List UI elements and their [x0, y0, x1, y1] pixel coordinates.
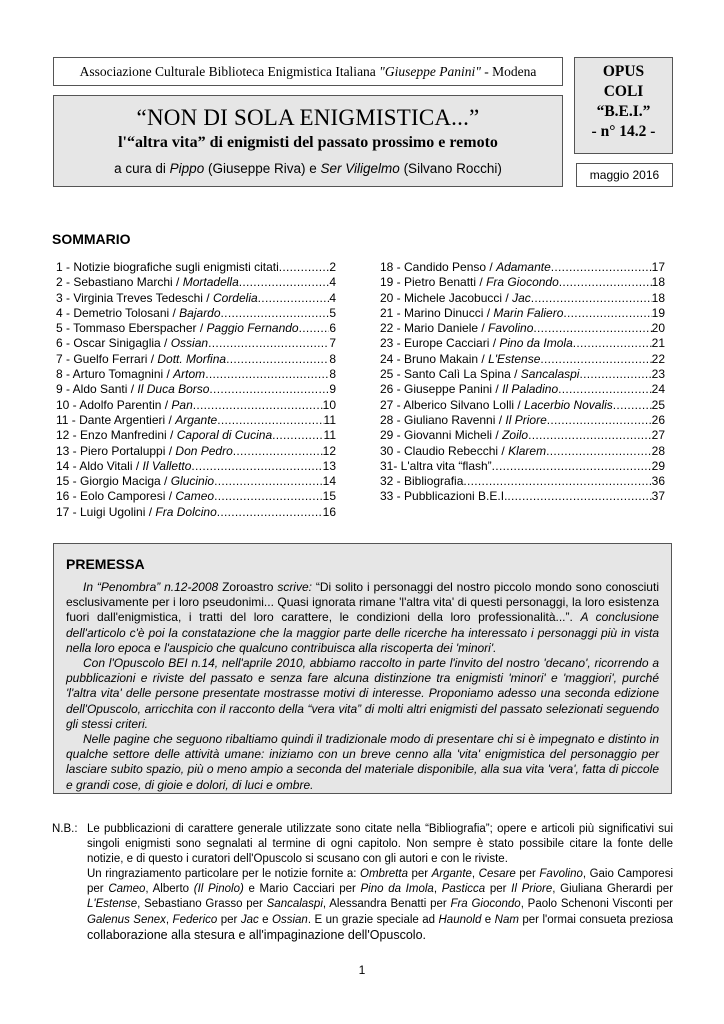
toc-entry-label [56, 444, 233, 459]
toc-entry-name: 16 - Eolo Camporesi / [56, 489, 176, 504]
toc-entry-alias: Pan [171, 397, 193, 412]
toc-entry-page: 22 [651, 351, 665, 366]
nb-p2-ll: collaborazione alla stesura e all'impaginazione dell'Opuscolo. [87, 927, 427, 942]
nb-p2-b: Ombretta [360, 868, 408, 881]
toc-entry-page: 5 [329, 305, 336, 320]
toc-entry [380, 444, 665, 459]
toc-entry-page: 18 [651, 290, 665, 305]
toc-entry-name: 25 - Santo Calì La Spina / [380, 367, 521, 382]
toc-entry-page: 27 [651, 428, 665, 443]
toc-leader-dots [531, 291, 652, 306]
toc-entry-page: 17 [651, 260, 665, 274]
toc-entry-page: 4 [329, 275, 336, 290]
toc-entry-label [380, 489, 507, 504]
toc-entry-page: 16 [322, 504, 336, 519]
toc-entry [380, 428, 665, 443]
nb-p2-s: , Giuliana Gherardi per [552, 883, 674, 896]
toc-entry-alias: Glucinio [170, 474, 215, 489]
nb-p2-g: per [515, 868, 540, 881]
nb-p2-ii: e [481, 913, 495, 926]
toc-entry-label [56, 474, 214, 489]
toc-entry-label [380, 398, 613, 413]
toc-entry-label [380, 321, 533, 336]
toc-entry-label [56, 336, 208, 351]
toc-entry-label [380, 275, 559, 290]
toc-entry [380, 367, 665, 382]
toc-entry-page: 8 [329, 367, 336, 382]
toc-entry-label [56, 428, 272, 443]
toc-entry-label [56, 413, 217, 428]
toc-leader-dots [463, 474, 651, 489]
toc-leader-dots [533, 321, 651, 336]
toc-entry-page: 8 [329, 351, 336, 366]
issue-date: maggio 2016 [589, 168, 660, 182]
nb-p2-q: per [485, 883, 512, 896]
premessa-p1-d: “Di solito i personaggi del nostro piccolo mondo sono conosciuti esclusivamente per i loro pseudonimi... Quasi ignorata rimane 'l'altra vita' di questi personaggi, la loro esistenza fuori dall'enigmistica, i tratti del loro carattere, le condizioni della loro professionalità...”. [66, 580, 659, 625]
toc-entry-name: 6 - Oscar Sinigaglia / [56, 336, 171, 351]
toc-entry-page: 25 [651, 397, 665, 412]
association-suffix: - Modena [480, 63, 537, 79]
page-title: “NON DI SOLA ENIGMISTICA...” [136, 105, 480, 130]
nb-p2-m: e Mario Cacciari per [243, 883, 361, 896]
toc-leader-dots [214, 474, 323, 489]
toc-entry-alias: Don Pedro [175, 443, 233, 458]
toc-entry-name: 20 - Michele Jacobucci / [380, 290, 513, 305]
nb-p2-c: per [407, 868, 432, 881]
toc-entry-alias: Marin Faliero [493, 305, 564, 320]
toc-entry-page: 26 [651, 412, 665, 427]
toc-entry-label [380, 444, 546, 459]
toc-entry-alias: Sancalaspi [520, 367, 580, 382]
toc-entry-name: 7 - Guelfo Ferrari / [56, 351, 158, 366]
nb-p2-v: Sancalaspi [266, 898, 323, 911]
nb-p2-kk: per l'ormai consueta preziosa [518, 913, 673, 926]
nb-p2-x: Fra Giocondo [450, 898, 521, 911]
toc-leader-dots [226, 352, 329, 367]
toc-right-column [380, 260, 665, 505]
toc-entry-name: 33 - Pubblicazioni B.E.I. [380, 489, 508, 504]
toc-entry-name: 17 - Luigi Ugolini / [56, 504, 156, 519]
toc-entry-alias: Il Valletto [142, 458, 192, 473]
nb-p2-h: Favolino [539, 868, 583, 881]
toc-entry-label [380, 474, 463, 489]
premessa-heading: PREMESSA [66, 556, 145, 572]
toc-leader-dots [214, 489, 323, 504]
toc-entry-page: 9 [329, 382, 336, 397]
toc-entry-alias: Paggio Fernando [206, 321, 299, 336]
premessa-p1-b: Zoroastro [218, 580, 278, 594]
toc-entry-label [56, 489, 214, 504]
toc-entry [56, 275, 336, 290]
toc-entry-alias: Ossian [170, 336, 209, 351]
toc-entry-label [56, 505, 217, 520]
premessa-paragraph-2 [66, 656, 659, 732]
premessa-p3: Nelle pagine che seguono ribaltiamo quindi il tradizionale modo di presentare chi si è impegnato e distinto in qualche settore delle attività umane: iniziamo con un breve cenno alla 'vita' enigmistica del personaggio per lasciare subito spazio, più o meno ampio a seconda del materiale disponibile, alla sua vita 'vera', fatta di piccole e grandi cose, di gioie e dolori, di luci e ombre. [66, 732, 659, 792]
toc-entry-name: 28 - Giuliano Ravenni / [380, 412, 506, 427]
toc-entry-alias: Bajardo [179, 305, 221, 320]
toc-entry-label [380, 352, 540, 367]
nb-p2-gg: . E un grazie speciale ad [307, 913, 439, 926]
nb-p2-r: Il Priore [511, 883, 553, 896]
toc-entry [56, 474, 336, 489]
toc-entry-alias: Adamante [496, 260, 551, 274]
nb-p2-ff: Ossian [272, 913, 308, 926]
toc-leader-dots [217, 413, 323, 428]
toc-entry-alias: Jac [512, 290, 531, 305]
toc-entry [380, 459, 665, 474]
toc-entry [380, 260, 665, 275]
toc-entry-alias: Cameo [175, 489, 215, 504]
toc-entry-name: 19 - Pietro Benatti / [380, 275, 487, 290]
nb-p2-ee: e [258, 913, 273, 926]
page-number: 1 [358, 963, 366, 977]
toc-entry-name: 31- L'altra vita “flash” [380, 458, 492, 473]
nb-p2-bb: Federico [172, 913, 218, 926]
toc-entry-alias: Dott. Morfina [157, 351, 227, 366]
toc-entry [56, 428, 336, 443]
toc-entry-alias: Pino da Imola [499, 336, 573, 351]
toc-entry-label [380, 367, 579, 382]
toc-entry-label [380, 382, 558, 397]
toc-entry-label [380, 260, 551, 275]
toc-entry [56, 367, 336, 382]
toc-entry [56, 505, 336, 520]
toc-entry-page: 4 [329, 290, 336, 305]
toc-entry [56, 352, 336, 367]
nb-p2-aa: , [165, 913, 173, 926]
toc-entry-name: 4 - Demetrio Tolosani / [56, 305, 180, 320]
premessa-paragraph-3 [66, 732, 659, 793]
toc-leader-dots [205, 367, 329, 382]
toc-entry [380, 352, 665, 367]
title-block [53, 95, 563, 187]
nb-p2-n: Pino da Imola [360, 883, 434, 896]
nb-p2-k: , Alberto [145, 883, 194, 896]
toc-entry-name: 24 - Bruno Makain / [380, 351, 489, 366]
toc-leader-dots [507, 489, 651, 504]
nb-p2-dd: Jac [240, 913, 259, 926]
toc-entry-alias: Mortadella [182, 275, 239, 290]
toc-entry-label [56, 459, 191, 474]
toc-leader-dots [209, 382, 329, 397]
toc-entry-page: 29 [651, 458, 665, 473]
toc-entry [380, 489, 665, 504]
toc-entry-name: 22 - Mario Daniele / [380, 321, 489, 336]
toc-entry-alias: L'Estense [488, 351, 541, 366]
opus-line-3: “B.E.I.” [596, 103, 651, 120]
toc-entry [56, 336, 336, 351]
premessa-p1-e: A conclusione dell'articolo c'è poi la constatazione che la maggior parte delle ricerche ha interessato i personaggi più in vista nella loro epoca e l'auspicio che qualcuno contribuisca alla riscoperta dei 'minori'. [66, 610, 659, 655]
toc-entry-page: 36 [651, 474, 665, 489]
toc-leader-dots [547, 413, 652, 428]
toc-entry-name: 11 - Dante Argentieri / [56, 412, 176, 427]
toc-leader-dots [193, 398, 323, 413]
curator1-alias: Pippo [169, 161, 205, 176]
toc-entry-name: 23 - Europe Cacciari / [380, 336, 500, 351]
premessa-p1-a: In “Penombra” n.12-2008 [83, 580, 219, 594]
toc-entry-alias: Lacerbio Novalis [524, 397, 613, 412]
curated-prefix: a cura di [114, 161, 170, 176]
toc-entry [380, 474, 665, 489]
toc-leader-dots [492, 459, 652, 474]
toc-entry-name: 2 - Sebastiano Marchi / [56, 275, 183, 290]
nb-p2-z: Galenus Senex [87, 913, 166, 926]
toc-entry-alias: Argante [175, 412, 218, 427]
toc-entry-alias: Artom [173, 367, 206, 382]
toc-entry-alias: Zoilo [502, 428, 529, 443]
toc-entry-label [380, 336, 573, 351]
toc-entry [380, 398, 665, 413]
page-subtitle: l'“altra vita” di enigmisti del passato prossimo e remoto [118, 134, 498, 151]
toc-entry-page: 6 [329, 321, 336, 336]
toc-entry-page: 21 [651, 336, 665, 351]
nb-p2-e: , [471, 868, 479, 881]
toc-entry-alias: Il Priore [505, 412, 547, 427]
toc-entry-label [380, 306, 563, 321]
toc-entry [56, 260, 336, 275]
curator2-alias: Ser Viligelmo [320, 161, 400, 176]
premessa-paragraph-1 [66, 580, 659, 656]
date-box [576, 163, 673, 187]
toc-leader-dots [573, 336, 652, 351]
toc-entry [380, 321, 665, 336]
toc-entry-label [380, 428, 528, 443]
toc-entry-alias: Klarem [508, 443, 547, 458]
nb-p2-o: , [433, 883, 442, 896]
toc-leader-dots [563, 306, 651, 321]
toc-entry [56, 382, 336, 397]
toc-entry-label [56, 321, 299, 336]
toc-entry-name: 32 - Bibliografia [380, 474, 464, 489]
toc-leader-dots [528, 428, 652, 443]
toc-entry [56, 444, 336, 459]
toc-entry-page: 18 [651, 275, 665, 290]
toc-entry-page: 7 [329, 336, 336, 351]
toc-entry-name: 8 - Arturo Tomagnini / [56, 367, 174, 382]
toc-entry [56, 291, 336, 306]
association-prefix: Associazione Culturale Biblioteca Enigmistica Italiana [79, 63, 380, 79]
opus-box [574, 57, 673, 154]
opus-line-1: OPUS [602, 63, 645, 80]
toc-entry-alias: Cordelia [212, 290, 258, 305]
toc-entry [56, 321, 336, 336]
premessa-p2: Con l'Opuscolo BEI n.14, nell'aprile 2010, abbiamo raccolto in parte l'invito del nostro 'decano', ricorrendo a pubblicazioni e riviste del passato e senza fare alcuna distinzione tra enigmisti 'minori' e 'maggiori', purché 'l'altra vita' delle persone presentate mostrasse motivi di interesse. Proponiamo adesso una seconda edizione dell'Opuscolo, arricchita con il racconto della “vera vita” di molti altri enigmisti del passato selezionati seguendo gli stessi criteri. [66, 656, 659, 731]
premessa-p1-c: scrive: [277, 580, 312, 594]
toc-entry-label [380, 291, 531, 306]
nb-p2-f: Cesare [478, 868, 516, 881]
toc-leader-dots [551, 260, 652, 275]
toc-entry-name: 5 - Tommaso Eberspacher / [56, 321, 207, 336]
toc-leader-dots [579, 367, 651, 382]
nb-p2-hh: Haunold [438, 913, 482, 926]
toc-entry [380, 306, 665, 321]
nb-p2-jj: Nam [494, 913, 519, 926]
toc-entry-name: 3 - Virginia Treves Tedeschi / [56, 290, 213, 305]
toc-leader-dots [191, 459, 322, 474]
toc-leader-dots [279, 260, 330, 275]
toc-entry-page: 14 [322, 474, 336, 489]
nb-p2-p: Pasticca [441, 883, 486, 896]
toc-entry-page: 37 [651, 489, 665, 504]
toc-entry-label [56, 275, 239, 290]
toc-entry-name: 27 - Alberico Silvano Lolli / [380, 397, 525, 412]
toc-entry-label [56, 291, 258, 306]
nb-paragraph-2 [87, 867, 673, 943]
opus-line-2: COLI [603, 83, 644, 100]
nb-p2-i: , Gaio Camporesi per [87, 868, 674, 896]
toc-entry-page: 15 [322, 489, 336, 504]
toc-leader-dots [217, 505, 323, 520]
toc-entry-page: 28 [651, 443, 665, 458]
toc-entry-page: 19 [651, 305, 665, 320]
nb-p2-d: Argante [431, 868, 472, 881]
toc-entry [380, 336, 665, 351]
toc-entry-name: 1 - Notizie biografiche sugli enigmisti citati [56, 260, 279, 274]
nb-text [87, 822, 673, 944]
toc-entry-name: 18 - Candido Penso / [380, 260, 497, 274]
opus-line-4: - n° 14.2 - [591, 123, 656, 140]
toc-entry-label [56, 306, 221, 321]
toc-entry-label [380, 413, 547, 428]
nb-p2-t: L'Estense [87, 898, 138, 911]
nb-p2-u: , Sebastiano Grasso per [137, 898, 267, 911]
toc-entry [380, 291, 665, 306]
toc-entry-name: 12 - Enzo Manfredini / [56, 428, 177, 443]
toc-entry-page: 11 [323, 412, 336, 427]
nb-p2-j: Cameo [108, 883, 146, 896]
toc-entry-name: 21 - Marino Dinucci / [380, 305, 494, 320]
toc-leader-dots [299, 321, 330, 336]
toc-entry-name: 15 - Giorgio Maciga / [56, 474, 171, 489]
toc-entry-page: 12 [322, 443, 336, 458]
toc-leader-dots [559, 275, 652, 290]
nb-label: N.B.: [52, 823, 78, 835]
premessa-text [66, 580, 659, 793]
toc-entry-alias: Caporal di Cucina [176, 428, 273, 443]
toc-entry-alias: Fra Giocondo [486, 275, 559, 290]
toc-leader-dots [272, 428, 323, 443]
curator1-name: (Giuseppe Riva) e [204, 161, 321, 176]
toc-entry [380, 413, 665, 428]
toc-leader-dots [558, 382, 652, 397]
toc-leader-dots [233, 444, 323, 459]
toc-leader-dots [613, 398, 652, 413]
curator2-name: (Silvano Rocchi) [399, 161, 502, 176]
toc-entry-label [56, 398, 193, 413]
toc-entry [380, 382, 665, 397]
toc-leader-dots [258, 291, 330, 306]
nb-p2-l: (Il Pinolo) [193, 883, 244, 896]
toc-entry-page: 2 [329, 260, 336, 274]
association-name: "Giuseppe Panini" [379, 63, 481, 79]
toc-entry-name: 13 - Piero Portaluppi / [56, 443, 176, 458]
toc-entry-alias: Il Duca Borso [137, 382, 210, 397]
toc-left-column [56, 260, 336, 520]
toc-entry-name: 26 - Giuseppe Panini / [380, 382, 503, 397]
nb-p2-cc: per [217, 913, 241, 926]
toc-entry [56, 398, 336, 413]
association-header [53, 57, 563, 86]
sommario-heading: SOMMARIO [52, 231, 131, 247]
nb-p2-y: , Paolo Schenoni Visconti per [520, 898, 673, 911]
toc-entry-page: 20 [651, 321, 665, 336]
toc-entry-label [56, 367, 205, 382]
toc-entry [56, 413, 336, 428]
toc-entry-page: 23 [651, 367, 665, 382]
toc-entry-page: 11 [323, 428, 336, 443]
toc-entry [56, 306, 336, 321]
toc-entry-name: 9 - Aldo Santi / [56, 382, 138, 397]
toc-leader-dots [239, 275, 330, 290]
toc-leader-dots [540, 352, 651, 367]
toc-entry-label [56, 352, 226, 367]
toc-entry-page: 10 [322, 397, 336, 412]
curators-line [54, 161, 562, 176]
toc-entry-alias: Il Paladino [502, 382, 559, 397]
toc-entry-page: 13 [322, 458, 336, 473]
toc-entry-name: 30 - Claudio Rebecchi / [380, 443, 509, 458]
toc-entry-name: 10 - Adolfo Parentin / [56, 397, 172, 412]
nb-paragraph-1: Le pubblicazioni di carattere generale utilizzate sono citate nella “Bibliografia”; opere e articoli più significativi sui singoli enigmisti sono segnalati al termine di ogni capitolo. Non sempre è stato possibile citare la fonte delle notizie, e di questo i curatori dell'Opuscolo si scusano con gli autori e con le riviste. [87, 823, 673, 866]
toc-leader-dots [221, 306, 330, 321]
toc-entry [380, 275, 665, 290]
toc-leader-dots [208, 336, 329, 351]
toc-entry-page: 24 [651, 382, 665, 397]
toc-leader-dots [546, 444, 652, 459]
toc-entry-alias: Fra Dolcino [155, 504, 217, 519]
nb-p2-a: Un ringraziamento particolare per le notizie fornite a: [87, 868, 361, 881]
toc-entry-name: 29 - Giovanni Micheli / [380, 428, 503, 443]
toc-entry-label [56, 260, 279, 275]
toc-entry-label [380, 459, 492, 474]
toc-entry-label [56, 382, 209, 397]
toc-entry-name: 14 - Aldo Vitali / [56, 458, 143, 473]
toc-entry [56, 459, 336, 474]
toc-entry-alias: Favolino [488, 321, 534, 336]
toc-entry [56, 489, 336, 504]
nb-p2-w: , Alessandra Benatti per [322, 898, 451, 911]
